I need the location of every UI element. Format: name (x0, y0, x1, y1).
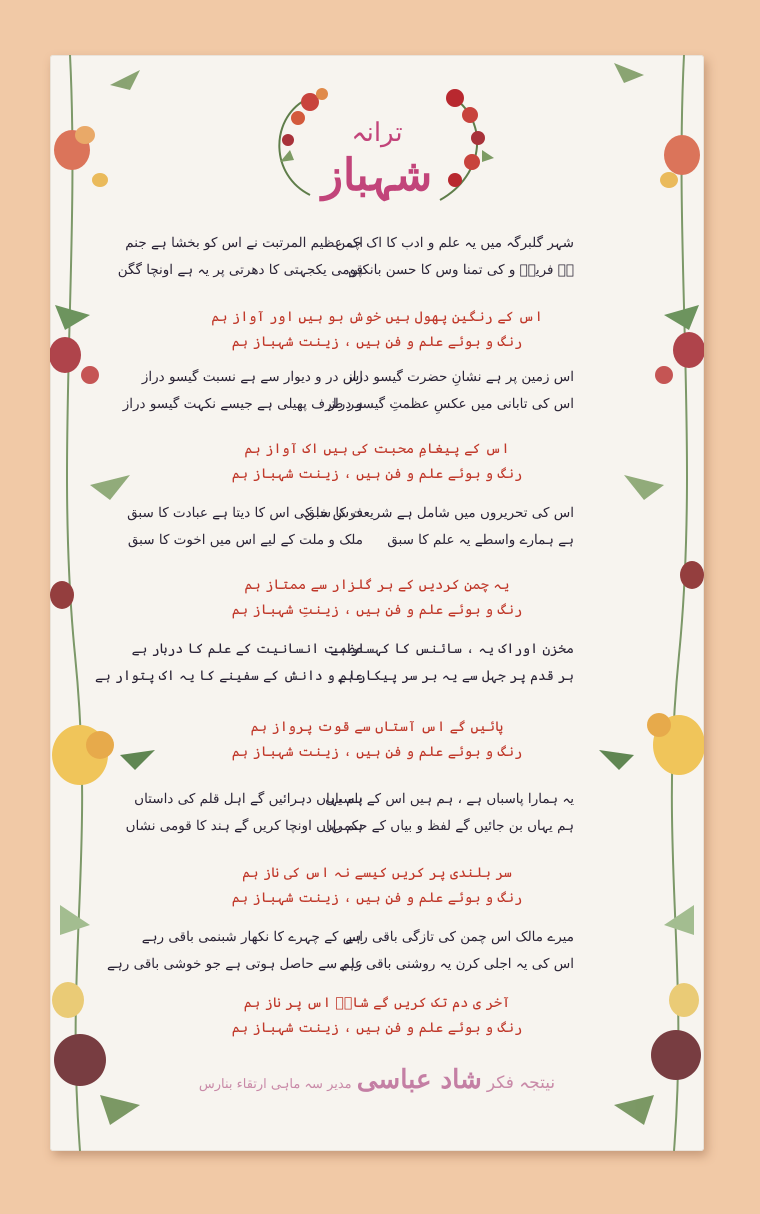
verse-line: ہے فریدؔ و کی تمنا وس کا حسن بانکپن (348, 262, 574, 278)
verse-line: اس کے چہرے کا نکھار شبنمی باقی رہے (141, 929, 363, 945)
chorus-line: سر بلندی پر کریں کیسے نہ اس کی ناز ہم (242, 865, 512, 881)
verse-line: علم و دانش کے سفینے کا یہ اک پتوار ہے (94, 668, 363, 684)
chorus-line: پائیں گے اس آستاں سے قوت پرواز ہم (250, 719, 504, 735)
verse-line: مخزن اوراک یہ ، سائنس کا کہسار ہے (330, 641, 574, 657)
stanza (50, 365, 704, 441)
verse-line: علم سے حاصل ہوتی ہے جو خوشی باقی رہے (106, 956, 363, 972)
chorus (50, 441, 704, 505)
verse-line: اس در و دیوار سے ہے نسبت گیسو دراز (141, 369, 363, 385)
chorus-line: آخر ی دم تک کریں گے شادؔ اس پر ناز ہم (243, 995, 511, 1011)
header (50, 80, 704, 215)
poem-board (50, 55, 704, 1151)
chorus (50, 721, 704, 785)
stanza (50, 505, 704, 581)
chorus (50, 995, 704, 1065)
page-title: شہباز (321, 150, 433, 201)
stanza (50, 641, 704, 721)
stanza (50, 925, 704, 1001)
stanza (50, 785, 704, 861)
verse-line: ہم یہاں دہرائیں گے اہل قلم کی داستاں (134, 791, 363, 807)
verse-line: فرش خا کی اس کا دیتا ہے عبادت کا سبق (127, 505, 363, 521)
chorus-line: رنگ و بوئے علم و فن ہیں ، زینت شہباز ہم (231, 334, 523, 350)
verse-line: اس کی تابانی میں عکسِ عظمتِ گیسو دراز (328, 396, 574, 412)
verse-line: اس کی یہ اجلی کرن یہ روشنی باقی رہے (339, 956, 574, 972)
chorus-line: رنگ و بوئے علم و فن ہیں ، زینتِ شہباز ہم (231, 602, 523, 618)
chorus-line: یہ چمن کردیں کے ہر گلزار سے ممتاز ہم (244, 577, 510, 593)
author-credit (50, 1065, 704, 1095)
credit-label: نیتجہ فکر (486, 1073, 556, 1093)
verse-line: یہ ہمارا پاسباں ہے ، ہم ہیں اس کے پاسباں (325, 791, 574, 807)
poem (50, 225, 704, 1065)
verse-line: شہر گلبرگہ میں یہ علم و ادب کا اک چمن (335, 235, 574, 251)
verse-line: ہم یہاں اونچا کریں گے ہند کا قومی نشاں (125, 818, 363, 834)
chorus (50, 577, 704, 645)
verse-line: اس کی تحریروں میں شامل ہے شریعت کا سبق (304, 505, 574, 521)
verse-line: ہر قدم پر جہل سے یہ بر سر پیکار ہے (337, 668, 574, 684)
author-name: شاد عباسی (356, 1065, 482, 1095)
title-small: ترانہ (351, 118, 403, 148)
verse-line: میرے مالک اس چمن کی تازگی باقی رہے (345, 929, 574, 945)
verse-line: عظمت انسانیت کے علم کا دربار ہے (131, 641, 363, 657)
stanza (50, 225, 704, 301)
chorus-line: رنگ و بوئے علم و فن ہیں ، زینت شہباز ہم (231, 744, 523, 760)
verse-line: ملک و ملت کے لیے اس میں اخوت کا سبق (127, 532, 363, 548)
chorus-line: رنگ و بوئے علم و فن ہیں ، زینت شہباز ہم (231, 1020, 523, 1036)
verse-line: اک عظیم المرتبت نے اس کو بخشا ہے جنم (125, 235, 363, 251)
chorus-line: رنگ و بوئے علم و فن ہیں ، زینت شہباز ہم (231, 466, 523, 482)
verse-line: ہے ہمارے واسطے یہ علم کا سبق (387, 532, 574, 548)
chorus-line: اس کے رنگین پھول ہیں خوش بو ہیں اور آواز ہم (211, 309, 543, 325)
verse-line: ہر طرف پھیلی ہے جیسے نکہت گیسو دراز (122, 396, 363, 412)
chorus-line: اس کے پیغامِ محبت کی ہیں اک آواز ہم (244, 441, 510, 457)
author-designation: مدیر سہ ماہی ارتقاء بنارس (198, 1077, 352, 1092)
verse-line: قومی یکجہتی کا دھرتی پر یہ ہے اونچا گگن (117, 262, 363, 278)
verse-line: اس زمین پر ہے نشانِ حضرت گیسو دراز (346, 369, 574, 385)
chorus-line: رنگ و بوئے علم و فن ہیں ، زینت شہباز ہم (231, 890, 523, 906)
chorus (50, 301, 704, 365)
chorus (50, 861, 704, 925)
verse-line: ہم یہاں بن جائیں گے لفظ و بیاں کے حکمراں (322, 818, 574, 834)
